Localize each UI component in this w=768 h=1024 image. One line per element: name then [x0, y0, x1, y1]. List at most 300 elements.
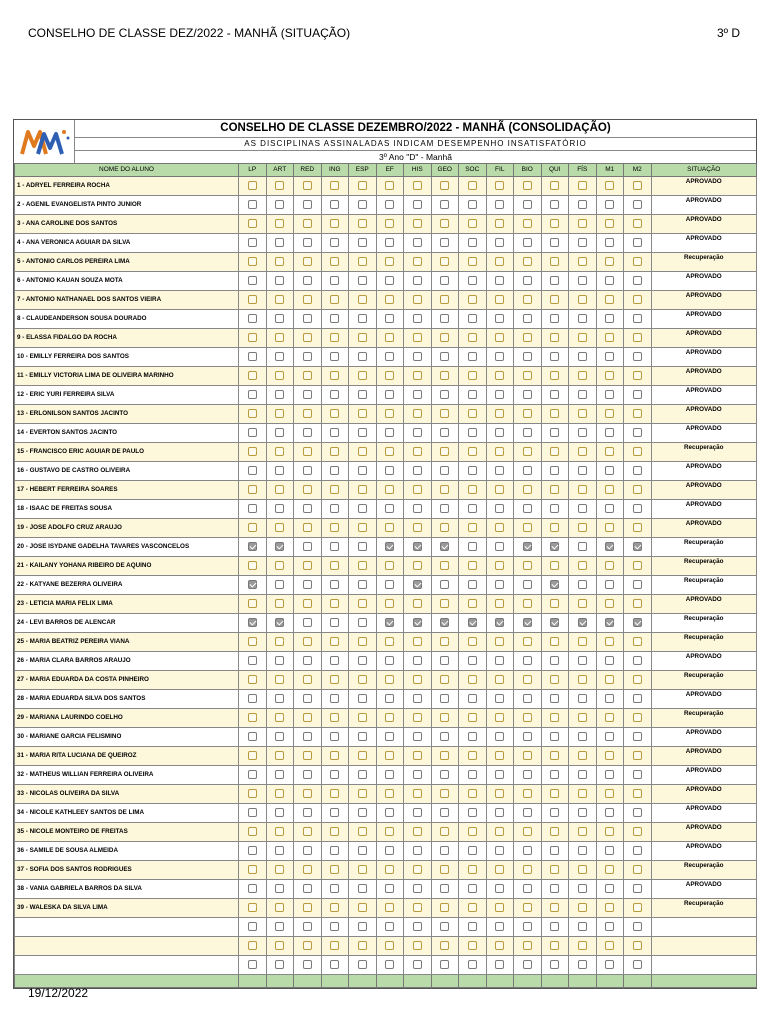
checked-box-icon[interactable]: [605, 257, 614, 266]
unchecked-box-icon[interactable]: [330, 181, 339, 190]
unchecked-box-icon[interactable]: [605, 827, 614, 836]
checked-box-icon[interactable]: [495, 713, 504, 722]
unchecked-box-icon[interactable]: [275, 770, 284, 779]
unchecked-box-icon[interactable]: [275, 808, 284, 817]
unchecked-box-icon[interactable]: [248, 770, 257, 779]
checked-box-icon[interactable]: [440, 561, 449, 570]
unchecked-box-icon[interactable]: [468, 295, 477, 304]
unchecked-box-icon[interactable]: [495, 770, 504, 779]
unchecked-box-icon[interactable]: [468, 314, 477, 323]
unchecked-box-icon[interactable]: [413, 656, 422, 665]
unchecked-box-icon[interactable]: [633, 694, 642, 703]
unchecked-box-icon[interactable]: [275, 352, 284, 361]
checked-box-icon[interactable]: [550, 580, 559, 589]
unchecked-box-icon[interactable]: [440, 428, 449, 437]
unchecked-box-icon[interactable]: [385, 504, 394, 513]
unchecked-box-icon[interactable]: [385, 276, 394, 285]
unchecked-box-icon[interactable]: [303, 732, 312, 741]
unchecked-box-icon[interactable]: [605, 466, 614, 475]
checked-box-icon[interactable]: [248, 713, 257, 722]
unchecked-box-icon[interactable]: [275, 181, 284, 190]
unchecked-box-icon[interactable]: [358, 219, 367, 228]
unchecked-box-icon[interactable]: [385, 694, 394, 703]
unchecked-box-icon[interactable]: [523, 808, 532, 817]
unchecked-box-icon[interactable]: [303, 599, 312, 608]
unchecked-box-icon[interactable]: [248, 371, 257, 380]
unchecked-box-icon[interactable]: [495, 922, 504, 931]
unchecked-box-icon[interactable]: [440, 390, 449, 399]
unchecked-box-icon[interactable]: [303, 523, 312, 532]
unchecked-box-icon[interactable]: [550, 884, 559, 893]
unchecked-box-icon[interactable]: [495, 732, 504, 741]
checked-box-icon[interactable]: [633, 903, 642, 912]
unchecked-box-icon[interactable]: [633, 485, 642, 494]
unchecked-box-icon[interactable]: [605, 352, 614, 361]
unchecked-box-icon[interactable]: [605, 960, 614, 969]
unchecked-box-icon[interactable]: [330, 352, 339, 361]
checked-box-icon[interactable]: [550, 447, 559, 456]
checked-box-icon[interactable]: [550, 903, 559, 912]
unchecked-box-icon[interactable]: [440, 732, 449, 741]
unchecked-box-icon[interactable]: [523, 846, 532, 855]
checked-box-icon[interactable]: [578, 561, 587, 570]
unchecked-box-icon[interactable]: [550, 960, 559, 969]
unchecked-box-icon[interactable]: [495, 751, 504, 760]
unchecked-box-icon[interactable]: [248, 827, 257, 836]
unchecked-box-icon[interactable]: [495, 428, 504, 437]
unchecked-box-icon[interactable]: [413, 884, 422, 893]
unchecked-box-icon[interactable]: [358, 903, 367, 912]
unchecked-box-icon[interactable]: [303, 409, 312, 418]
unchecked-box-icon[interactable]: [303, 257, 312, 266]
unchecked-box-icon[interactable]: [578, 409, 587, 418]
unchecked-box-icon[interactable]: [468, 219, 477, 228]
unchecked-box-icon[interactable]: [495, 485, 504, 494]
unchecked-box-icon[interactable]: [358, 181, 367, 190]
unchecked-box-icon[interactable]: [358, 675, 367, 684]
checked-box-icon[interactable]: [633, 637, 642, 646]
unchecked-box-icon[interactable]: [550, 428, 559, 437]
unchecked-box-icon[interactable]: [275, 485, 284, 494]
unchecked-box-icon[interactable]: [578, 200, 587, 209]
checked-box-icon[interactable]: [248, 675, 257, 684]
unchecked-box-icon[interactable]: [385, 599, 394, 608]
unchecked-box-icon[interactable]: [303, 314, 312, 323]
unchecked-box-icon[interactable]: [248, 238, 257, 247]
checked-box-icon[interactable]: [605, 542, 614, 551]
checked-box-icon[interactable]: [605, 637, 614, 646]
checked-box-icon[interactable]: [413, 580, 422, 589]
unchecked-box-icon[interactable]: [248, 599, 257, 608]
checked-box-icon[interactable]: [248, 542, 257, 551]
unchecked-box-icon[interactable]: [275, 599, 284, 608]
unchecked-box-icon[interactable]: [330, 447, 339, 456]
unchecked-box-icon[interactable]: [578, 789, 587, 798]
unchecked-box-icon[interactable]: [358, 409, 367, 418]
checked-box-icon[interactable]: [523, 637, 532, 646]
unchecked-box-icon[interactable]: [550, 485, 559, 494]
unchecked-box-icon[interactable]: [330, 846, 339, 855]
unchecked-box-icon[interactable]: [495, 333, 504, 342]
unchecked-box-icon[interactable]: [330, 561, 339, 570]
checked-box-icon[interactable]: [605, 675, 614, 684]
unchecked-box-icon[interactable]: [550, 789, 559, 798]
unchecked-box-icon[interactable]: [578, 181, 587, 190]
unchecked-box-icon[interactable]: [330, 485, 339, 494]
unchecked-box-icon[interactable]: [578, 352, 587, 361]
unchecked-box-icon[interactable]: [440, 523, 449, 532]
unchecked-box-icon[interactable]: [330, 257, 339, 266]
checked-box-icon[interactable]: [605, 713, 614, 722]
checked-box-icon[interactable]: [275, 675, 284, 684]
unchecked-box-icon[interactable]: [440, 827, 449, 836]
unchecked-box-icon[interactable]: [413, 276, 422, 285]
unchecked-box-icon[interactable]: [385, 238, 394, 247]
unchecked-box-icon[interactable]: [633, 580, 642, 589]
unchecked-box-icon[interactable]: [358, 447, 367, 456]
unchecked-box-icon[interactable]: [578, 637, 587, 646]
unchecked-box-icon[interactable]: [523, 599, 532, 608]
unchecked-box-icon[interactable]: [468, 333, 477, 342]
unchecked-box-icon[interactable]: [440, 238, 449, 247]
unchecked-box-icon[interactable]: [358, 390, 367, 399]
unchecked-box-icon[interactable]: [605, 390, 614, 399]
unchecked-box-icon[interactable]: [605, 523, 614, 532]
unchecked-box-icon[interactable]: [248, 428, 257, 437]
unchecked-box-icon[interactable]: [385, 751, 394, 760]
unchecked-box-icon[interactable]: [358, 352, 367, 361]
unchecked-box-icon[interactable]: [275, 732, 284, 741]
unchecked-box-icon[interactable]: [550, 656, 559, 665]
checked-box-icon[interactable]: [330, 637, 339, 646]
unchecked-box-icon[interactable]: [413, 371, 422, 380]
unchecked-box-icon[interactable]: [385, 922, 394, 931]
unchecked-box-icon[interactable]: [468, 960, 477, 969]
unchecked-box-icon[interactable]: [248, 884, 257, 893]
checked-box-icon[interactable]: [578, 257, 587, 266]
unchecked-box-icon[interactable]: [605, 808, 614, 817]
unchecked-box-icon[interactable]: [578, 390, 587, 399]
unchecked-box-icon[interactable]: [275, 846, 284, 855]
unchecked-box-icon[interactable]: [495, 314, 504, 323]
unchecked-box-icon[interactable]: [358, 922, 367, 931]
unchecked-box-icon[interactable]: [550, 941, 559, 950]
checked-box-icon[interactable]: [248, 257, 257, 266]
unchecked-box-icon[interactable]: [358, 466, 367, 475]
checked-box-icon[interactable]: [385, 447, 394, 456]
checked-box-icon[interactable]: [550, 865, 559, 874]
unchecked-box-icon[interactable]: [633, 276, 642, 285]
checked-box-icon[interactable]: [440, 447, 449, 456]
unchecked-box-icon[interactable]: [358, 238, 367, 247]
unchecked-box-icon[interactable]: [578, 485, 587, 494]
unchecked-box-icon[interactable]: [330, 466, 339, 475]
unchecked-box-icon[interactable]: [468, 846, 477, 855]
unchecked-box-icon[interactable]: [550, 276, 559, 285]
unchecked-box-icon[interactable]: [440, 295, 449, 304]
unchecked-box-icon[interactable]: [578, 447, 587, 456]
unchecked-box-icon[interactable]: [385, 903, 394, 912]
unchecked-box-icon[interactable]: [578, 238, 587, 247]
unchecked-box-icon[interactable]: [385, 941, 394, 950]
unchecked-box-icon[interactable]: [358, 656, 367, 665]
unchecked-box-icon[interactable]: [468, 181, 477, 190]
unchecked-box-icon[interactable]: [358, 618, 367, 627]
unchecked-box-icon[interactable]: [248, 846, 257, 855]
unchecked-box-icon[interactable]: [578, 599, 587, 608]
unchecked-box-icon[interactable]: [385, 181, 394, 190]
unchecked-box-icon[interactable]: [385, 523, 394, 532]
unchecked-box-icon[interactable]: [358, 751, 367, 760]
unchecked-box-icon[interactable]: [605, 694, 614, 703]
checked-box-icon[interactable]: [605, 447, 614, 456]
unchecked-box-icon[interactable]: [578, 295, 587, 304]
unchecked-box-icon[interactable]: [385, 390, 394, 399]
checked-box-icon[interactable]: [578, 713, 587, 722]
checked-box-icon[interactable]: [523, 713, 532, 722]
unchecked-box-icon[interactable]: [358, 580, 367, 589]
unchecked-box-icon[interactable]: [440, 580, 449, 589]
unchecked-box-icon[interactable]: [303, 675, 312, 684]
unchecked-box-icon[interactable]: [523, 219, 532, 228]
unchecked-box-icon[interactable]: [248, 276, 257, 285]
unchecked-box-icon[interactable]: [275, 371, 284, 380]
unchecked-box-icon[interactable]: [275, 789, 284, 798]
unchecked-box-icon[interactable]: [303, 276, 312, 285]
unchecked-box-icon[interactable]: [523, 409, 532, 418]
unchecked-box-icon[interactable]: [385, 732, 394, 741]
unchecked-box-icon[interactable]: [248, 200, 257, 209]
unchecked-box-icon[interactable]: [248, 656, 257, 665]
unchecked-box-icon[interactable]: [550, 314, 559, 323]
unchecked-box-icon[interactable]: [303, 922, 312, 931]
checked-box-icon[interactable]: [248, 618, 257, 627]
unchecked-box-icon[interactable]: [413, 523, 422, 532]
unchecked-box-icon[interactable]: [440, 941, 449, 950]
unchecked-box-icon[interactable]: [413, 770, 422, 779]
unchecked-box-icon[interactable]: [330, 599, 339, 608]
unchecked-box-icon[interactable]: [440, 371, 449, 380]
unchecked-box-icon[interactable]: [495, 599, 504, 608]
unchecked-box-icon[interactable]: [633, 789, 642, 798]
unchecked-box-icon[interactable]: [275, 428, 284, 437]
unchecked-box-icon[interactable]: [523, 789, 532, 798]
unchecked-box-icon[interactable]: [413, 466, 422, 475]
checked-box-icon[interactable]: [275, 447, 284, 456]
unchecked-box-icon[interactable]: [633, 504, 642, 513]
unchecked-box-icon[interactable]: [495, 504, 504, 513]
checked-box-icon[interactable]: [248, 447, 257, 456]
unchecked-box-icon[interactable]: [578, 846, 587, 855]
unchecked-box-icon[interactable]: [578, 656, 587, 665]
checked-box-icon[interactable]: [495, 561, 504, 570]
unchecked-box-icon[interactable]: [578, 827, 587, 836]
unchecked-box-icon[interactable]: [605, 428, 614, 437]
unchecked-box-icon[interactable]: [523, 200, 532, 209]
unchecked-box-icon[interactable]: [468, 485, 477, 494]
unchecked-box-icon[interactable]: [440, 504, 449, 513]
unchecked-box-icon[interactable]: [385, 219, 394, 228]
unchecked-box-icon[interactable]: [385, 580, 394, 589]
unchecked-box-icon[interactable]: [605, 751, 614, 760]
unchecked-box-icon[interactable]: [605, 485, 614, 494]
unchecked-box-icon[interactable]: [275, 295, 284, 304]
checked-box-icon[interactable]: [523, 865, 532, 874]
checked-box-icon[interactable]: [440, 713, 449, 722]
unchecked-box-icon[interactable]: [358, 333, 367, 342]
unchecked-box-icon[interactable]: [468, 884, 477, 893]
unchecked-box-icon[interactable]: [495, 789, 504, 798]
unchecked-box-icon[interactable]: [633, 656, 642, 665]
unchecked-box-icon[interactable]: [275, 504, 284, 513]
unchecked-box-icon[interactable]: [330, 276, 339, 285]
checked-box-icon[interactable]: [413, 561, 422, 570]
unchecked-box-icon[interactable]: [358, 789, 367, 798]
unchecked-box-icon[interactable]: [330, 770, 339, 779]
unchecked-box-icon[interactable]: [248, 314, 257, 323]
unchecked-box-icon[interactable]: [303, 789, 312, 798]
checked-box-icon[interactable]: [578, 618, 587, 627]
checked-box-icon[interactable]: [248, 637, 257, 646]
checked-box-icon[interactable]: [523, 903, 532, 912]
checked-box-icon[interactable]: [413, 637, 422, 646]
unchecked-box-icon[interactable]: [358, 808, 367, 817]
checked-box-icon[interactable]: [523, 561, 532, 570]
unchecked-box-icon[interactable]: [330, 333, 339, 342]
unchecked-box-icon[interactable]: [385, 808, 394, 817]
checked-box-icon[interactable]: [468, 637, 477, 646]
unchecked-box-icon[interactable]: [550, 599, 559, 608]
unchecked-box-icon[interactable]: [248, 390, 257, 399]
checked-box-icon[interactable]: [413, 618, 422, 627]
checked-box-icon[interactable]: [523, 675, 532, 684]
unchecked-box-icon[interactable]: [468, 238, 477, 247]
unchecked-box-icon[interactable]: [385, 314, 394, 323]
checked-box-icon[interactable]: [440, 637, 449, 646]
unchecked-box-icon[interactable]: [440, 485, 449, 494]
checked-box-icon[interactable]: [275, 865, 284, 874]
unchecked-box-icon[interactable]: [330, 751, 339, 760]
unchecked-box-icon[interactable]: [578, 960, 587, 969]
unchecked-box-icon[interactable]: [440, 181, 449, 190]
unchecked-box-icon[interactable]: [550, 732, 559, 741]
unchecked-box-icon[interactable]: [385, 295, 394, 304]
unchecked-box-icon[interactable]: [633, 200, 642, 209]
unchecked-box-icon[interactable]: [275, 827, 284, 836]
unchecked-box-icon[interactable]: [358, 713, 367, 722]
checked-box-icon[interactable]: [468, 675, 477, 684]
unchecked-box-icon[interactable]: [468, 770, 477, 779]
unchecked-box-icon[interactable]: [385, 770, 394, 779]
unchecked-box-icon[interactable]: [495, 371, 504, 380]
unchecked-box-icon[interactable]: [330, 371, 339, 380]
unchecked-box-icon[interactable]: [413, 846, 422, 855]
unchecked-box-icon[interactable]: [303, 561, 312, 570]
unchecked-box-icon[interactable]: [633, 333, 642, 342]
unchecked-box-icon[interactable]: [275, 751, 284, 760]
unchecked-box-icon[interactable]: [468, 903, 477, 912]
unchecked-box-icon[interactable]: [495, 219, 504, 228]
unchecked-box-icon[interactable]: [523, 504, 532, 513]
unchecked-box-icon[interactable]: [440, 599, 449, 608]
unchecked-box-icon[interactable]: [495, 694, 504, 703]
unchecked-box-icon[interactable]: [468, 409, 477, 418]
unchecked-box-icon[interactable]: [605, 770, 614, 779]
unchecked-box-icon[interactable]: [578, 314, 587, 323]
checked-box-icon[interactable]: [550, 561, 559, 570]
unchecked-box-icon[interactable]: [330, 390, 339, 399]
unchecked-box-icon[interactable]: [358, 827, 367, 836]
unchecked-box-icon[interactable]: [578, 219, 587, 228]
unchecked-box-icon[interactable]: [605, 371, 614, 380]
unchecked-box-icon[interactable]: [330, 314, 339, 323]
unchecked-box-icon[interactable]: [358, 941, 367, 950]
unchecked-box-icon[interactable]: [550, 333, 559, 342]
unchecked-box-icon[interactable]: [523, 656, 532, 665]
unchecked-box-icon[interactable]: [468, 542, 477, 551]
unchecked-box-icon[interactable]: [275, 466, 284, 475]
unchecked-box-icon[interactable]: [523, 371, 532, 380]
unchecked-box-icon[interactable]: [468, 808, 477, 817]
checked-box-icon[interactable]: [550, 542, 559, 551]
unchecked-box-icon[interactable]: [440, 846, 449, 855]
unchecked-box-icon[interactable]: [523, 694, 532, 703]
unchecked-box-icon[interactable]: [413, 295, 422, 304]
unchecked-box-icon[interactable]: [303, 504, 312, 513]
unchecked-box-icon[interactable]: [468, 523, 477, 532]
unchecked-box-icon[interactable]: [523, 960, 532, 969]
checked-box-icon[interactable]: [330, 675, 339, 684]
checked-box-icon[interactable]: [385, 257, 394, 266]
unchecked-box-icon[interactable]: [303, 827, 312, 836]
unchecked-box-icon[interactable]: [413, 751, 422, 760]
unchecked-box-icon[interactable]: [440, 960, 449, 969]
unchecked-box-icon[interactable]: [440, 922, 449, 931]
unchecked-box-icon[interactable]: [495, 827, 504, 836]
unchecked-box-icon[interactable]: [385, 485, 394, 494]
unchecked-box-icon[interactable]: [440, 200, 449, 209]
unchecked-box-icon[interactable]: [523, 295, 532, 304]
unchecked-box-icon[interactable]: [275, 960, 284, 969]
unchecked-box-icon[interactable]: [605, 238, 614, 247]
unchecked-box-icon[interactable]: [523, 276, 532, 285]
unchecked-box-icon[interactable]: [303, 428, 312, 437]
unchecked-box-icon[interactable]: [248, 941, 257, 950]
unchecked-box-icon[interactable]: [248, 409, 257, 418]
unchecked-box-icon[interactable]: [303, 751, 312, 760]
unchecked-box-icon[interactable]: [303, 219, 312, 228]
unchecked-box-icon[interactable]: [413, 219, 422, 228]
unchecked-box-icon[interactable]: [303, 846, 312, 855]
unchecked-box-icon[interactable]: [468, 865, 477, 874]
unchecked-box-icon[interactable]: [413, 352, 422, 361]
unchecked-box-icon[interactable]: [578, 884, 587, 893]
unchecked-box-icon[interactable]: [248, 219, 257, 228]
unchecked-box-icon[interactable]: [358, 257, 367, 266]
unchecked-box-icon[interactable]: [605, 314, 614, 323]
unchecked-box-icon[interactable]: [550, 295, 559, 304]
unchecked-box-icon[interactable]: [633, 314, 642, 323]
checked-box-icon[interactable]: [248, 903, 257, 912]
unchecked-box-icon[interactable]: [578, 333, 587, 342]
unchecked-box-icon[interactable]: [303, 694, 312, 703]
unchecked-box-icon[interactable]: [523, 181, 532, 190]
unchecked-box-icon[interactable]: [495, 238, 504, 247]
checked-box-icon[interactable]: [605, 561, 614, 570]
unchecked-box-icon[interactable]: [468, 200, 477, 209]
unchecked-box-icon[interactable]: [275, 941, 284, 950]
checked-box-icon[interactable]: [440, 675, 449, 684]
